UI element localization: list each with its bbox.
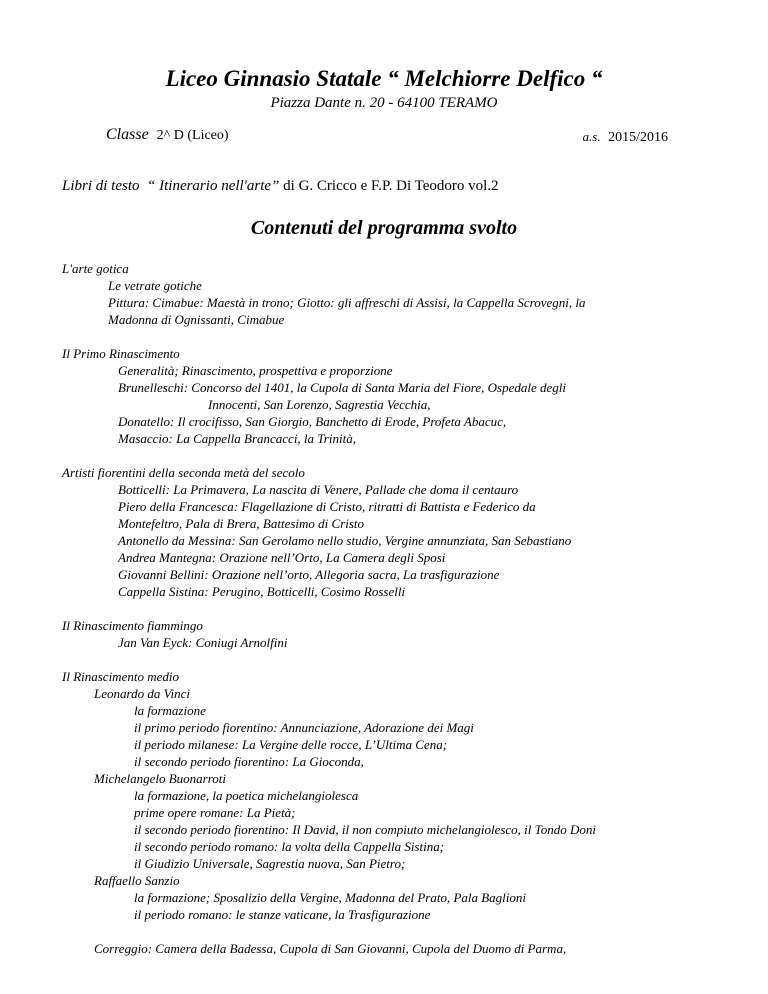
section-artisti-fiorentini [62,464,742,600]
list-item: Pittura: Cimabue: Maestà in trono; Giotto: gli affreschi di Assisi, la Cappella Scrovegni, la [108,295,586,310]
section-title: Il Rinascimento fiammingo [62,618,203,633]
list-item: Antonello da Messina: San Gerolamo nello studio, Vergine annunziata, San Sebastiano [118,533,572,548]
list-item: Andrea Mantegna: Orazione nell’Orto, La Camera degli Sposi [118,550,446,565]
list-item: Giovanni Bellini: Orazione nell’orto, Allegoria sacra, La trasfigurazione [118,567,500,582]
list-item: prime opere romane: La Pietà; [134,805,296,820]
list-item: Brunelleschi: Concorso del 1401, la Cupola di Santa Maria del Fiore, Ospedale degli [118,380,566,395]
list-item: Generalità; Rinascimento, prospettiva e proporzione [118,363,393,378]
section-rinascimento-medio [62,668,742,923]
list-item: il periodo romano: le stanze vaticane, la Trasfigurazione [134,907,431,922]
section-title: Il Primo Rinascimento [62,346,180,361]
list-item: Correggio: Camera della Badessa, Cupola di San Giovanni, Cupola del Duomo di Parma, [94,941,567,956]
artist-name: Raffaello Sanzio [94,873,180,888]
book-title: “ Itinerario nell'arte” [147,178,280,194]
list-item: Donatello: Il crocifisso, San Giorgio, Banchetto di Erode, Profeta Abacuc, [118,414,507,429]
books-label: Libri di testo [62,178,140,194]
list-item: il Giudizio Universale, Sagrestia nuova, San Pietro; [134,856,406,871]
section-primo-rinascimento [62,345,742,447]
list-item: la formazione, la poetica michelangiolesca [134,788,359,803]
artist-name: Leonardo da Vinci [94,686,191,701]
list-item: Montefeltro, Pala di Brera, Battesimo di Cristo [118,516,365,531]
list-item: Piero della Francesca: Flagellazione di Cristo, ritratti di Battista e Federico da [118,499,536,514]
class-label: Classe [106,126,149,143]
list-item: il primo periodo fiorentino: Annunciazione, Adorazione dei Magi [134,720,474,735]
list-item: il secondo periodo fiorentino: Il David, il non compiuto michelangiolesco, il Tondo Doni [134,822,596,837]
section-title: Il Rinascimento medio [62,669,179,684]
class-value: 2^ D (Liceo) [156,128,229,143]
list-item: Madonna di Ognissanti, Cimabue [108,312,285,327]
textbooks-line [62,178,499,195]
year-label: a.s. [582,129,601,144]
school-year [0,129,668,146]
program-title: Contenuti del programma svolto [250,217,518,239]
school-name: Liceo Ginnasio Statale “ Melchiorre Delfico “ [165,66,603,91]
section-title: Artisti fiorentini della seconda metà del secolo [62,465,305,480]
section-gotica [62,260,742,328]
list-item: la formazione; Sposalizio della Vergine, Madonna del Prato, Pala Baglioni [134,890,527,905]
list-item: Le vetrate gotiche [108,278,202,293]
school-address: Piazza Dante n. 20 - 64100 TERAMO [270,95,498,111]
list-item: Masaccio: La Cappella Brancacci, la Trinità, [118,431,356,446]
list-item: Jan Van Eyck: Coniugi Arnolfini [118,635,288,650]
section-rinascimento-fiammingo [62,617,742,651]
list-item: Cappella Sistina: Perugino, Botticelli, Cosimo Rosselli [118,584,406,599]
list-item: la formazione [134,703,206,718]
list-item: il periodo milanese: La Vergine delle rocce, L’Ultima Cena; [134,737,448,752]
section-correggio [62,940,742,957]
program-content [62,260,742,974]
book-authors: di G. Cricco e F.P. Di Teodoro vol.2 [279,178,499,194]
artist-name: Michelangelo Buonarroti [94,771,227,786]
list-item: il secondo periodo romano: la volta della Cappella Sistina; [134,839,445,854]
section-title: L'arte gotica [62,261,129,276]
list-item: Botticelli: La Primavera, La nascita di Venere, Pallade che doma il centauro [118,482,519,497]
list-item: Innocenti, San Lorenzo, Sagrestia Vecchia, [208,397,431,412]
list-item: il secondo periodo fiorentino: La Gioconda, [134,754,364,769]
year-value: 2015/2016 [608,130,668,145]
